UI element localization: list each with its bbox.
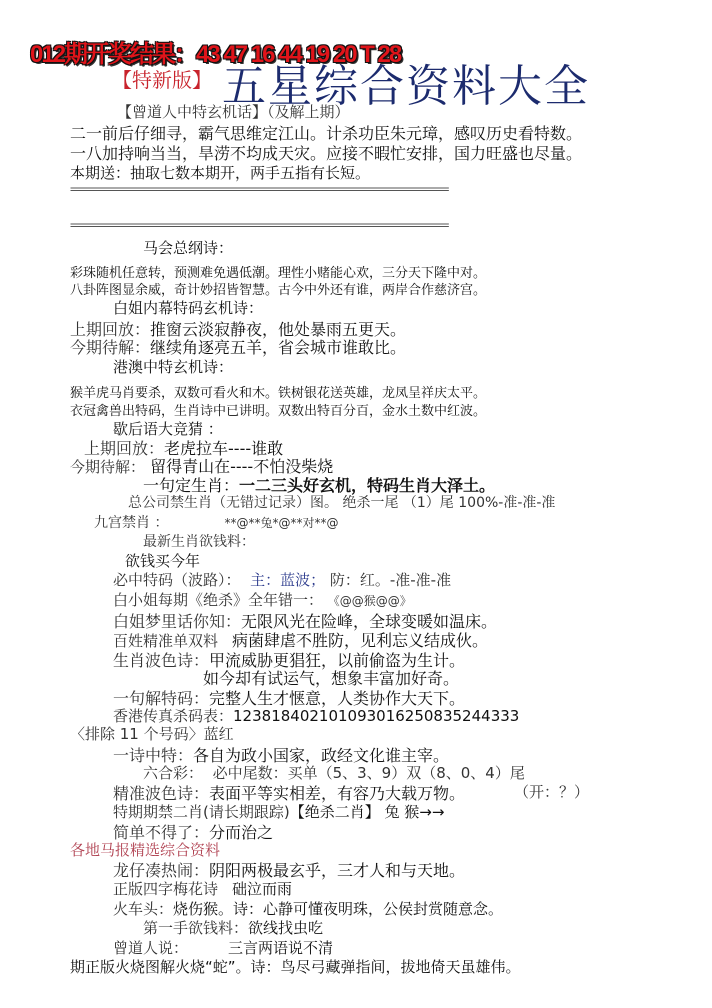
bizhong-rest: 防：红。-准-准-准 [329, 571, 452, 589]
zeng-heading: 【曾道人中特玄机话】（及解上期） [117, 103, 350, 121]
mengli-text: 无限风光在险峰，全球变暖如温床。 [241, 612, 498, 631]
jiugong-label: 九宫禁肖 ： [94, 515, 169, 531]
shengxiao-label: 生肖波色诗： [113, 651, 210, 670]
liuhecai-label: 六合彩： [143, 764, 204, 782]
gangao-line-1: 猴羊虎马肖要杀，双数可看火和木。铁树银花送英雄，龙凤呈祥庆太平。 [70, 386, 487, 401]
huochetou-text: 烧伤猴。诗：心静可懂夜明珠，公侯封赏随意念。 [173, 900, 504, 918]
xiehouyu-heading: 歇后语大竞猜 ： [113, 420, 223, 438]
huochetou-label: 火车头： [113, 900, 174, 918]
huoshao-line: 期正版火烧图解火烧“蛇”。诗：鸟尽弓藏弹指间，拔地倚天虽雄伟。 [70, 958, 521, 976]
jingzhun-label: 精准波色诗： [113, 784, 210, 803]
baijie-last-text: 推窗云淡寂静夜，他处暴雨五更天。 [150, 320, 407, 339]
jiugong-text: **@**兔*@**对**@ [224, 516, 339, 530]
xiehouyu-last-text: 老虎拉车----谁敢 [164, 439, 284, 458]
bizhong-label: 必中特码（波路）： [113, 571, 241, 589]
baijie-now-label: 今期待解： [70, 338, 151, 357]
baijie-heading: 白姐内幕特码玄机诗： [113, 299, 264, 317]
yishi-label: 一诗中特： [113, 746, 194, 765]
zengdaoren-text: 三言两语说不清 [228, 939, 334, 957]
longzai-text: 阴阳两极最玄乎，三才人和与天地。 [209, 861, 466, 880]
baijie-now-text: 继续角逐亮五羊，省会城市谁敢比。 [150, 338, 407, 357]
yiju-label: 一句定生肖： [143, 476, 240, 495]
jiandan-text: 分而治之 [209, 823, 274, 842]
jiandan-label: 简单不得了： [113, 823, 210, 842]
baixing-text: 病菌肆虐不胜防，见利忘义结成伙。 [232, 631, 489, 650]
diyishou-text: 欲线找虫吃 [248, 919, 324, 937]
mahui-line-1: 彩珠随机任意转，预测难免遇低潮。理性小赌能心欢，三分天下隆中对。 [70, 266, 487, 281]
mahui-line-2: 八卦阵图显余威，奇计妙招皆智慧。古今中外还有谁，两岸合作慈济宫。 [70, 283, 487, 298]
gangao-line-2: 衣冠禽兽出特码，生肖诗中已讲明。双数出特百分百，金水土数中红波。 [70, 404, 487, 419]
meihua-label: 正版四字梅花诗 [113, 880, 219, 898]
zuixin-heading: 最新生肖欲钱料： [143, 534, 255, 550]
page-title: 五星综合资料大全 [222, 61, 590, 112]
baijie-last-label: 上期回放： [70, 320, 151, 339]
zeng-line-3: 本期送：抽取七数本期开，两手五指有长短。 [70, 164, 371, 182]
xianggang-label: 香港传真杀码表： [113, 707, 234, 725]
yiju-text: 一二三头好玄机，特码生肖大泽土。 [239, 476, 496, 495]
zonggongsi-line: 总公司禁生肖（无错过记录）图。 绝杀一尾 （1）尾 100%-准-准-准 [128, 495, 556, 511]
paichu-label: 〈排除 11 个号码〉 [70, 725, 204, 743]
zengdaoren-label: 曾道人说： [113, 939, 189, 957]
gedi-heading: 各地马报精选综合资料 [70, 841, 221, 859]
shengxiao-line-1: 甲流威胁更猖狂，以前偷盗为生计。 [209, 651, 466, 670]
xiehouyu-last-label: 上期回放： [84, 439, 165, 458]
yijujie-text: 完整人生才惬意，人类协作大天下。 [209, 689, 466, 708]
zuixin-text: 欲钱买今年 [125, 552, 201, 570]
zeng-line-2: 一八加持响当当，旱涝不均成天灾。应接不暇忙安排，国力旺盛也尽量。 [70, 144, 583, 163]
mengli-label: 白姐梦里话你知： [113, 612, 242, 631]
mahui-heading: 马会总纲诗： [143, 239, 234, 257]
edition-badge: 【特新版】 [112, 68, 212, 92]
liuhecai-text: 必中尾数：买单（5、3、9）双（8、0、4）尾 [212, 764, 525, 782]
separator-1: ================================================================== [70, 182, 448, 196]
kai-text: （开：？） [514, 783, 590, 801]
longzai-label: 龙仔凑热闹： [113, 861, 210, 880]
diyishou-label: 第一手欲钱料： [143, 919, 249, 937]
baixiaojie-text: 《@@猴@@》 [327, 594, 412, 608]
shengxiao-line-2: 如今却有试运气，想象丰富加好奇。 [203, 669, 460, 688]
lottery-result-banner: 012期开奖结果：43 47 16 44 19 20 T 28 [30, 41, 401, 68]
gangao-heading: 港澳中特玄机诗： [113, 358, 234, 376]
yishi-text: 各自为政小国家，政经文化谁主宰。 [193, 746, 450, 765]
teqi-label: 特期期禁二肖(请长期跟踪) [113, 803, 290, 821]
xiehouyu-now-text: 留得青山在----不怕没柴烧 [150, 457, 334, 476]
baixiaojie-label: 白小姐每期《绝杀》全年错一： [113, 591, 324, 609]
jingzhun-text: 表面平等实相差，有容乃大载万物。 [209, 784, 466, 803]
meihua-text: 础泣而雨 [232, 880, 293, 898]
baixing-label: 百姓精准单双料 [113, 632, 219, 650]
teqi-text: 【绝杀二肖】 兔 猴→→ [289, 803, 445, 821]
bizhong-main: 主：蓝波； [250, 571, 326, 589]
xiehouyu-now-label: 今期待解： [70, 458, 146, 476]
yijujie-label: 一句解特码： [113, 689, 210, 708]
separator-2: ================================================================== [70, 218, 448, 232]
paichu-text: 蓝红 [203, 725, 234, 743]
zeng-line-1: 二一前后仔细寻，霸气思维定江山。计杀功臣朱元璋，感叹历史看特数。 [70, 124, 583, 143]
xianggang-text: 12381840210109301625083524433​3 [233, 707, 520, 725]
